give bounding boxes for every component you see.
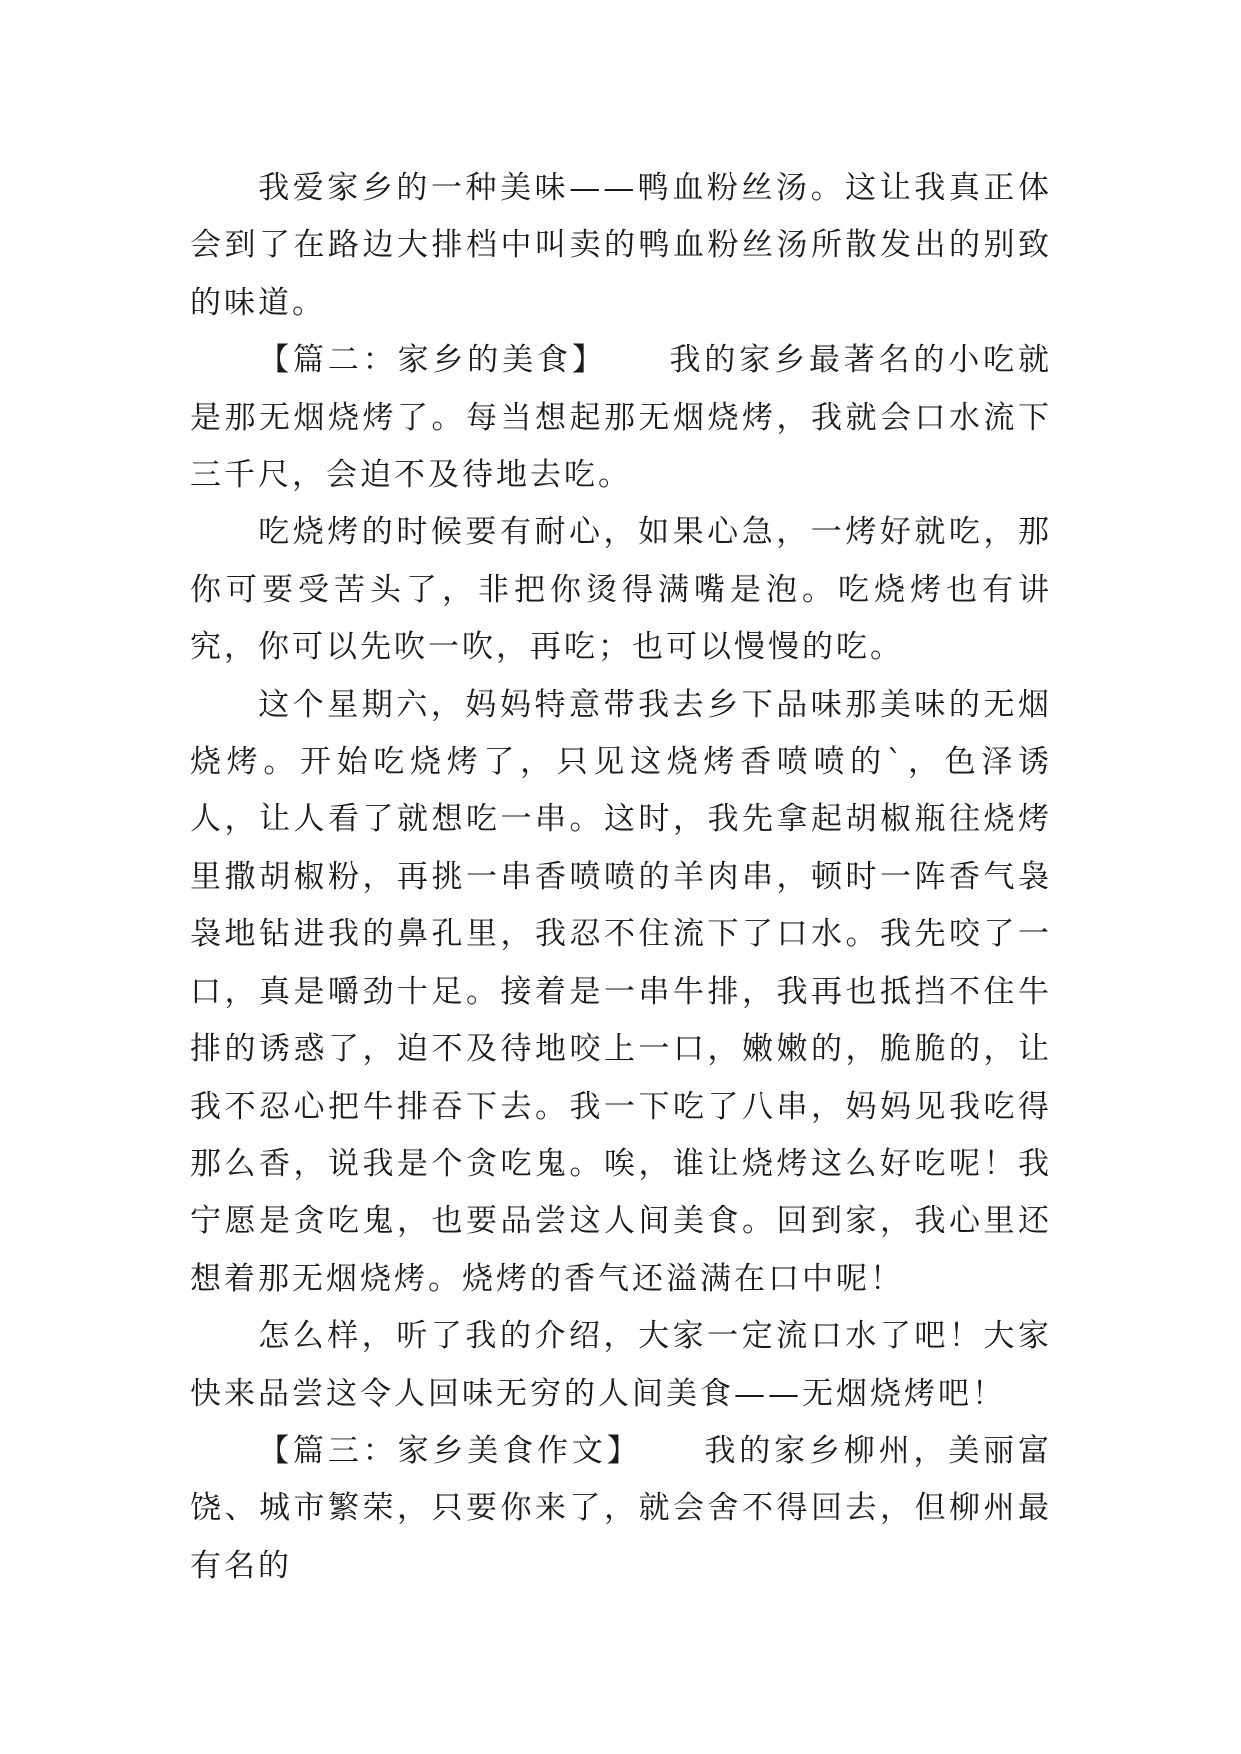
section-two-heading: 【篇二：家乡的美食】 [258,342,607,379]
paragraph-saturday-bbq: 这个星期六，妈妈特意带我去乡下品味那美味的无烟烧烤。开始吃烧烤了，只见这烧烤香喷喷的`，色泽诱人，让人看了就想吃一串。这时，我先拿起胡椒瓶往烧烤里撒胡椒粉，再挑一串香喷喷的羊肉串，顿时一阵香气袅袅地钻进我的鼻孔里，我忍不住流下了口水。我先咬了一口，真是嚼劲十足。接着是一串牛排，我再也抵挡不住牛排的诱惑了，迫不及待地咬上一口，嫩嫩的，脆脆的，让我不忍心把牛排吞下去。我一下吃了八串，妈妈见我吃得那么香，说我是个贪吃鬼。唉，谁让烧烤这么好吃呢！我宁愿是贪吃鬼，也要品尝这人间美食。回到家，我心里还想着那无烟烧烤。烧烤的香气还溢满在口中呢！ [190,686,1052,1297]
paragraph-conclusion: 怎么样，听了我的介绍，大家一定流口水了吧！大家快来品尝这令人回味无穷的人间美食——无烟烧烤吧！ [190,1318,1052,1412]
paragraph-eating-tips: 吃烧烤的时候要有耐心，如果心急，一烤好就吃，那你可要受苦头了，非把你烫得满嘴是泡。吃烧烤也有讲究，你可以先吹一吹，再吃；也可以慢慢的吃。 [190,514,1052,666]
paragraph-section-two-intro [190,332,1052,504]
section-three-heading: 【篇三：家乡美食作文】 [258,1432,642,1469]
paragraph-duck-blood-soup: 我爱家乡的一种美味——鸭血粉丝汤。这让我真正体会到了在路边大排档中叫卖的鸭血粉丝汤所散发出的别致的味道。 [190,170,1052,321]
paragraph-section-three-intro [190,1423,1052,1595]
section-two-text: 我的家乡最著名的小吃就是那无烟烧烤了。每当想起那无烟烧烤，我就会口水流下三千尺，会迫不及待地去吃。 [190,342,1053,494]
document-body [190,160,1052,1595]
section-three-text: 我的家乡柳州，美丽富饶、城市繁荣，只要你来了，就会舍不得回去，但柳州最有名的 [190,1432,1053,1584]
